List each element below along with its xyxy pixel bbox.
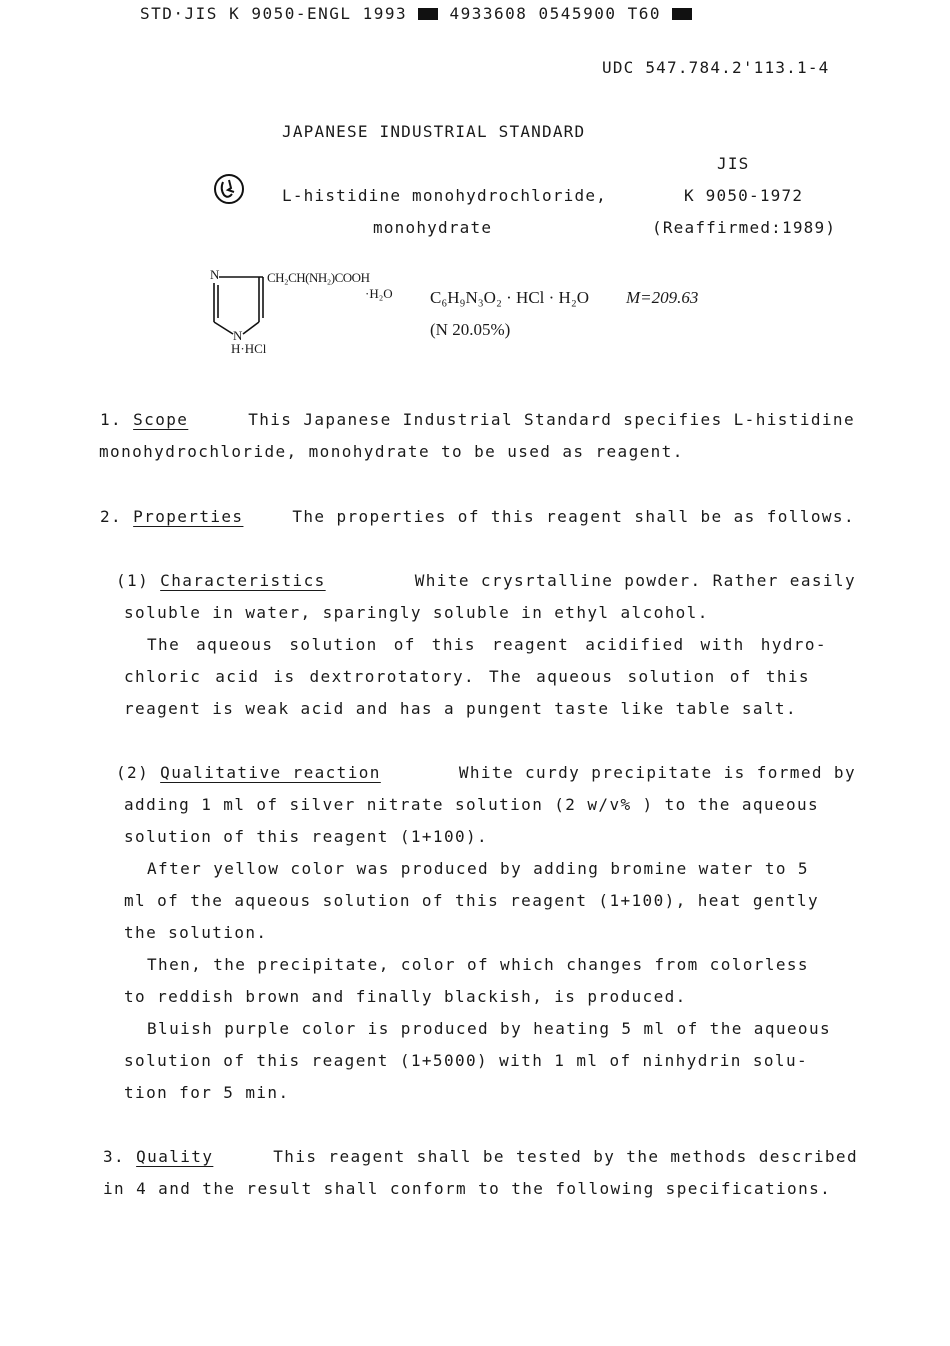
nitrogen-content: (N 20.05%) <box>430 320 511 339</box>
paragraph-text: Bluish purple color is produced by heating 5 ml of the aqueous <box>147 1019 832 1038</box>
reagent-name-line2: monohydrate <box>373 218 493 237</box>
molecular-formula: C₆H₉N₃O₂ · HCl · H₂O <box>430 288 590 307</box>
paragraph-text: solution of this reagent (1+5000) with 1 ml of ninhydrin solu- <box>124 1051 809 1070</box>
paragraph-text: The properties of this reagent shall be as follows. <box>292 507 855 526</box>
molecular-mass: M=209.63 <box>626 288 699 307</box>
section-number: 2. <box>100 507 123 526</box>
section-heading-properties: Properties <box>133 507 244 526</box>
section-heading-quality: Quality <box>136 1147 214 1166</box>
hydrate-label: ·H₂O <box>365 286 393 301</box>
paragraph-text: This Japanese Industrial Standard specifies L-histidine <box>248 410 855 429</box>
section-heading-scope: Scope <box>133 410 189 429</box>
standard-title: JAPANESE INDUSTRIAL STANDARD <box>282 122 586 141</box>
redaction-block-icon <box>672 8 692 20</box>
subsection-heading-qualitative: Qualitative reaction <box>160 763 381 782</box>
paragraph-text: Then, the precipitate, color of which changes from colorless <box>147 955 809 974</box>
udc-code: UDC 547.784.2'113.1-4 <box>602 58 830 77</box>
paragraph-text: monohydrochloride, monohydrate to be used as reagent. <box>99 442 684 461</box>
jis-mark-icon <box>212 172 246 206</box>
quality-line-1 <box>103 1147 858 1166</box>
document-code-header <box>140 4 692 23</box>
reagent-name-line1: L-histidine monohydrochloride, <box>282 186 607 205</box>
side-chain-label: CH₂CH(NH₂)COOH <box>267 270 370 285</box>
paragraph-text: the solution. <box>124 923 268 942</box>
paragraph-text: After yellow color was produced by adding bromine water to 5 <box>147 859 809 878</box>
hydrochloride-label: H·HCl <box>231 341 267 356</box>
paragraph-text: The aqueous solution of this reagent acidified with hydro- <box>147 635 827 654</box>
jis-label: JIS <box>717 154 750 173</box>
subsection-number: (2) <box>116 763 150 782</box>
ring-nitrogen-top: N <box>210 267 220 282</box>
paragraph-text: White crysrtalline powder. Rather easily <box>414 571 856 590</box>
structural-formula <box>205 266 415 362</box>
section-number: 1. <box>100 410 123 429</box>
document-code: STD·JIS K 9050-ENGL 1993 <box>140 4 408 23</box>
section-number: 3. <box>103 1147 126 1166</box>
properties-line-1 <box>100 507 855 526</box>
paragraph-text: solution of this reagent (1+100). <box>124 827 489 846</box>
redaction-block-icon <box>418 8 438 20</box>
paragraph-text: ml of the aqueous solution of this reagent (1+100), heat gently <box>124 891 820 910</box>
qualitative-line-1 <box>116 763 856 782</box>
standard-number: K 9050-1972 <box>684 186 804 205</box>
document-code-tail: 4933608 0545900 T60 <box>449 4 661 23</box>
paragraph-text: This reagent shall be tested by the methods described <box>273 1147 858 1166</box>
paragraph-text: in 4 and the result shall conform to the following specifications. <box>103 1179 832 1198</box>
paragraph-text: to reddish brown and finally blackish, is produced. <box>124 987 687 1006</box>
paragraph-text: White curdy precipitate is formed by <box>458 763 856 782</box>
characteristics-line-1 <box>116 571 856 590</box>
ring-nitrogen-bottom: N <box>233 328 243 343</box>
paragraph-text: soluble in water, sparingly soluble in ethyl alcohol. <box>124 603 709 622</box>
scope-line-1 <box>100 410 855 429</box>
reaffirmed-note: (Reaffirmed:1989) <box>652 218 837 237</box>
subsection-number: (1) <box>116 571 150 590</box>
paragraph-text: reagent is weak acid and has a pungent taste like table salt. <box>124 699 798 718</box>
paragraph-text: chloric acid is dextrorotatory. The aqueous solution of this <box>124 667 810 686</box>
paragraph-text: tion for 5 min. <box>124 1083 290 1102</box>
paragraph-text: adding 1 ml of silver nitrate solution (2 w/v% ) to the aqueous <box>124 795 820 814</box>
subsection-heading-characteristics: Characteristics <box>160 571 326 590</box>
